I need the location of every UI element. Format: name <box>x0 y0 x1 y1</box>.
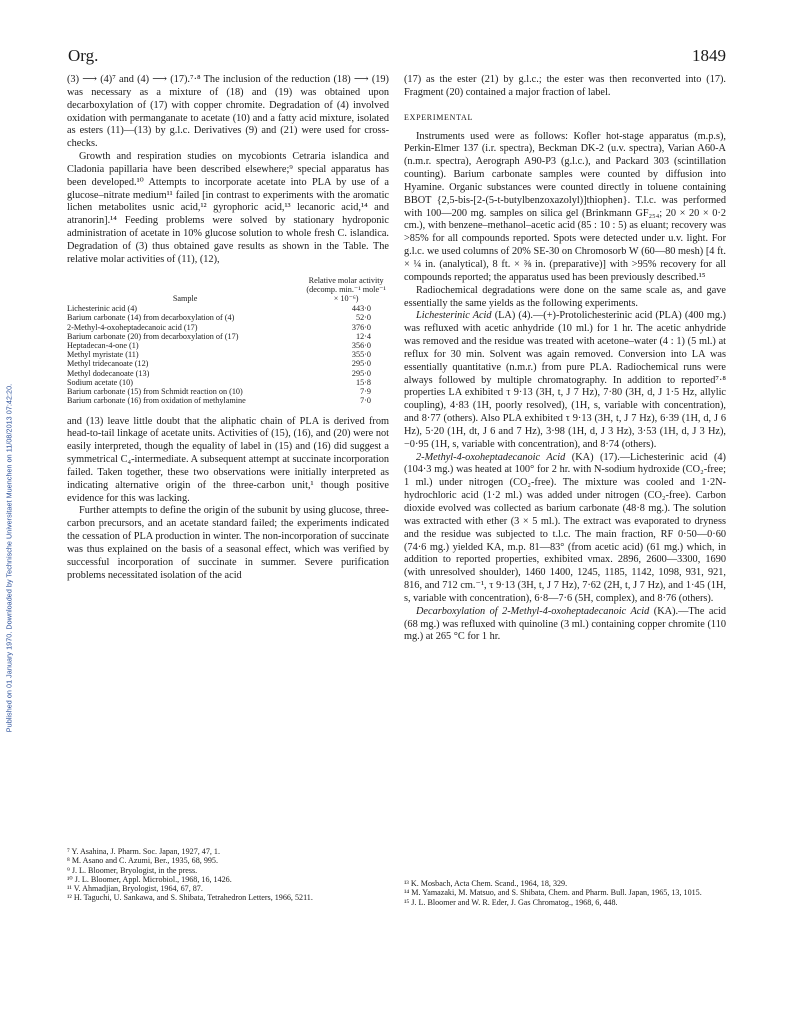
footnote: ¹² H. Taguchi, U. Sankawa, and S. Shibata, Tetrahedron Letters, 1966, 5211. <box>67 893 313 903</box>
table-cell-value: 356·0 <box>351 341 371 351</box>
paragraph: (3) ⟶ (4)⁷ and (4) ⟶ (17).⁷·⁸ The inclusion of the reduction (18) ⟶ (19) was necessary as a mixture of (18) and (19) was obtained upon decarboxylation of (17) with copper chromite. Degradation of (4) involved oxidation with permanganate to acetate (10) and a fatty acid mixture, isolated as esters (11)—(13) by g.l.c. Derivatives (9) and (21) were used for cross-checks. <box>67 74 389 150</box>
paragraph-body: (KA) (17).—Lichesterinic acid (4) (104·3 mg.) was heated at 100° for 2 hr. with N-sodium hydroxide (CO₂-free; 1 ml.) under nitrogen (CO₂-free). The mixture was cooled and 1·2N-hydrochloric acid (1·2 ml.) was added under nitrogen (CO₂-free). Carbon dioxide evolved was collected as barium carbonate (48·8 mg.). The solution was extracted with ether (3 × 5 ml.). The extract was evaporated to dryness and the residue was subjected to t.l.c. The main fraction, RF 0·50—0·60 (74·6 mg.) yielded KA, m.p. 81—83° (from acetic acid) (61 mg.) which, in addition to reported properties, exhibited νmax. 2896, 2600—3300, 1690 (with unresolved shoulder), 1460 1400, 1245, 1185, 1142, 1098, 931, 921, 816, and 712 cm.⁻¹, τ 9·13 (3H, t, J 7 Hz), 7·62 (2H, t, J 7 Hz), and 1·45 (1H, s, variable with concentration), 6·8—7·6 (5H, complex), and 8·76 (others). <box>404 451 726 604</box>
paragraph <box>404 452 726 606</box>
table-cell-sample: Heptadecan-4-one (1) <box>67 341 139 351</box>
footnote: ¹⁰ J. L. Bloomer, Appl. Microbiol., 1968, 16, 1426. <box>67 874 232 884</box>
paragraph: and (13) leave little doubt that the aliphatic chain of PLA is derived from head-to-tail linkage of acetate units. Activities of (15), (16), and (20) were not easily interpreted, though the equality of label in (15) and (16) did suggest a symmetrical C₄-intermediate. A subsequent attempt at succinate incorporation failed. Taken together, these two observations were initially interpreted as indicating alternative origin of the three-carbon unit,¹ though positive evidence for this was lacking. <box>67 415 389 504</box>
table-row <box>67 313 389 322</box>
footnote: ¹³ K. Mosbach, Acta Chem. Scand., 1964, 18, 329. <box>404 879 568 888</box>
table-cell-value: 295·0 <box>351 359 371 369</box>
table-row <box>67 350 389 359</box>
footnote: ¹⁵ J. L. Bloomer and W. R. Eder, J. Gas Chromatog., 1968, 6, 448. <box>404 897 618 907</box>
table-cell-value: 15·8 <box>355 377 371 387</box>
footnote: ⁹ J. L. Bloomer, Bryologist, in the press. <box>67 865 198 875</box>
paragraph-body: (LA) (4).—(+)-Protolichesterinic acid (PLA) (400 mg.) was refluxed with acetic anhydride (10 ml.) for 1 hr. The acetic anhydride was removed and the residue was treated with acetone–water (4 : 1) (5 ml.) at reflux for 30 min. Solvent was again removed. Conversion into LA was essentially quantitative (n.m.r.) from pure PLA. Radiochemical runs were always followed by multiple chromatography. In addition to reported⁷·⁸ properties LA exhibited τ 9·13 (3H, t, J 7 Hz), 7·80 (3H, d, J 1·5 Hz, allylic coupling), 4·83 (1H, poorly resolved), (1H, s, variable with concentration), and 8·77 (others). Also PLA exhibited τ 9·13 (3H, t, J 7 Hz), 6·39 (1H, d, J 6 Hz), 5·20 (1H, dt, J 6 and 7 Hz), 3·98 (1H, d, J 3 Hz), 3·53 (1H, d, J 3 Hz), −0·95 (1H, s, variable with concentration), and 8·74 (others). <box>404 310 726 450</box>
paragraph-title: 2-Methyl-4-oxoheptadecanoic Acid <box>416 451 566 463</box>
paragraph-title: Decarboxylation of 2-Methyl-4-oxoheptadecanoic Acid <box>416 605 650 617</box>
table-cell-sample: Methyl tridecanoate (12) <box>67 359 149 369</box>
table-cell-sample: 2-Methyl-4-oxoheptadecanoic acid (17) <box>67 322 198 332</box>
table-cell-sample: Barium carbonate (15) from Schmidt reaction on (10) <box>67 387 243 397</box>
table-row <box>67 323 389 332</box>
table-row <box>67 378 389 387</box>
footnote: ¹¹ V. Ahmadjian, Bryologist, 1964, 67, 87. <box>67 884 203 894</box>
paragraph-body: (KA).—The acid (68 mg.) was refluxed with quinoline (3 ml.) containing copper chromite (110 mg.) at 265 °C for 1 hr. <box>404 605 726 643</box>
paragraph: Further attempts to define the origin of the subunit by using glucose, three-carbon precursors, and an acetate standard failed; the experiments indicated the cessation of PLA production in winter. The non-incorporation of succinate was thus explained on the basis of a seasonal effect, which was verified by successful incorporation of succinate in summer. Severe purification problems necessitated isolation of the acid <box>67 505 389 581</box>
table-cell-sample: Barium carbonate (14) from decarboxylation of (4) <box>67 313 235 323</box>
download-watermark-text: Published on 01 January 1970. Downloaded by Technische Universitaet Muenchen on 11/08/2013 07:42:20. <box>4 383 14 733</box>
paragraph: Instruments used were as follows: Kofler hot-stage apparatus (m.p.s), Perkin-Elmer 137 (i.r. spectra), Beckman DK-2 (u.v. spectra), Varian A60-A (n.m.r. spectra), Aerograph A90-P3 (g.l.c.), and Packard 303 (scintillation counting). Barium carbonate samples were counted by diffusion into Hyamine. Organic substances were counted directly in toluene containing BBOT {2,5-bis-[2-(5-t-butylbenzoxazolyl)]thiophen}. T.l.c. was performed with 100—200 mg. samples on silica gel (Brinkmann GF₂₅₄; 20 × 20 × 0·2 cm.), with benzene–methanol–acetic acid (85 : 10 : 5) as eluant; recovery was >85% for all compounds reported. Spots were detected under u.v. light. For g.l.c. we used columns of 20% SE-30 on Chromosorb W (60—80 mesh) [4 ft. × ¼ in. (analytical), 8 ft. × ⅜ in. (preparative)] with >95% recovery for all compounds reported; the apparatus used has been previously described.¹⁵ <box>404 130 726 283</box>
download-watermark <box>2 168 16 948</box>
table-row <box>67 304 389 313</box>
table-cell-value: 52·0 <box>355 313 371 323</box>
page-number: 1849 <box>692 46 726 65</box>
table-cell-sample: Methyl dodecanoate (13) <box>67 368 150 378</box>
table-cell-value: 355·0 <box>351 350 371 360</box>
table-cell-sample: Lichesterinic acid (4) <box>67 304 138 314</box>
table-cell-sample: Barium carbonate (20) from decarboxylation of (17) <box>67 331 239 341</box>
table-row <box>67 332 389 341</box>
table-cell-value: 295·0 <box>351 368 371 378</box>
paragraph <box>404 310 726 451</box>
table-header-activity: Relative molar activity (decomp. min.⁻¹ mole⁻¹ × 10⁻⁶) <box>306 275 386 304</box>
table-header-sample: Sample <box>172 294 198 304</box>
table-cell-sample: Sodium acetate (10) <box>67 377 133 387</box>
table-cell-value: 12·4 <box>355 331 371 341</box>
footnotes-right <box>404 879 726 907</box>
footnote: ⁷ Y. Asahina, J. Pharm. Soc. Japan, 1927, 47, 1. <box>67 847 220 856</box>
paragraph: Radiochemical degradations were done on the same scale as, and gave essentially the same yields as the following experiments. <box>404 284 726 309</box>
footnote: ⁸ M. Asano and C. Azumi, Ber., 1935, 68, 995. <box>67 856 218 866</box>
table-cell-value: 376·0 <box>351 322 371 332</box>
table-cell-sample: Methyl myristate (11) <box>67 350 139 360</box>
paragraph <box>404 606 726 645</box>
section-heading: EXPERIMENTAL <box>404 112 474 122</box>
left-column <box>67 74 389 582</box>
journal-header: Org. <box>68 46 99 65</box>
table-row <box>67 387 389 396</box>
footnotes-left <box>67 847 389 903</box>
paragraph: (17) as the ester (21) by g.l.c.; the ester was then reconverted into (17). Fragment (20) contained a major fraction of label. <box>404 74 726 98</box>
table-row <box>67 396 389 405</box>
paragraph-title: Lichesterinic Acid <box>416 310 492 322</box>
table-row <box>67 369 389 378</box>
right-column <box>404 74 726 644</box>
table-row <box>67 359 389 368</box>
table-cell-value: 443·0 <box>351 304 371 314</box>
table-cell-value: 7·0 <box>360 396 371 406</box>
footnote: ¹⁴ M. Yamazaki, M. Matsuo, and S. Shibata, Chem. and Pharm. Bull. Japan, 1965, 13, 1015. <box>404 888 702 898</box>
table-cell-value: 7·9 <box>360 387 371 397</box>
table-cell-sample: Barium carbonate (16) from oxidation of methylamine <box>67 396 246 406</box>
paragraph: Growth and respiration studies on mycobionts Cetraria islandica and Cladonia papillaria have been described elsewhere;⁹ special apparatus has been developed.¹⁰ Attempts to incorporate acetate into PLA by use of a glucose–nitrate medium¹¹ failed [in contrast to experiments with the aromatic lichen metabolites usnic acid,¹² gyrophoric acid,¹³ lecanoric acid,¹⁴ and atranorin].¹⁴ Feeding problems were solved by stationary hydroponic administration of acetate in 10% glucose solution to whole fresh C. islandica. Degradation of (3) thus obtained gave results as shown in the Table. The relative molar activities of (11), (12), <box>67 151 389 265</box>
results-table <box>67 275 389 406</box>
table-row <box>67 341 389 350</box>
